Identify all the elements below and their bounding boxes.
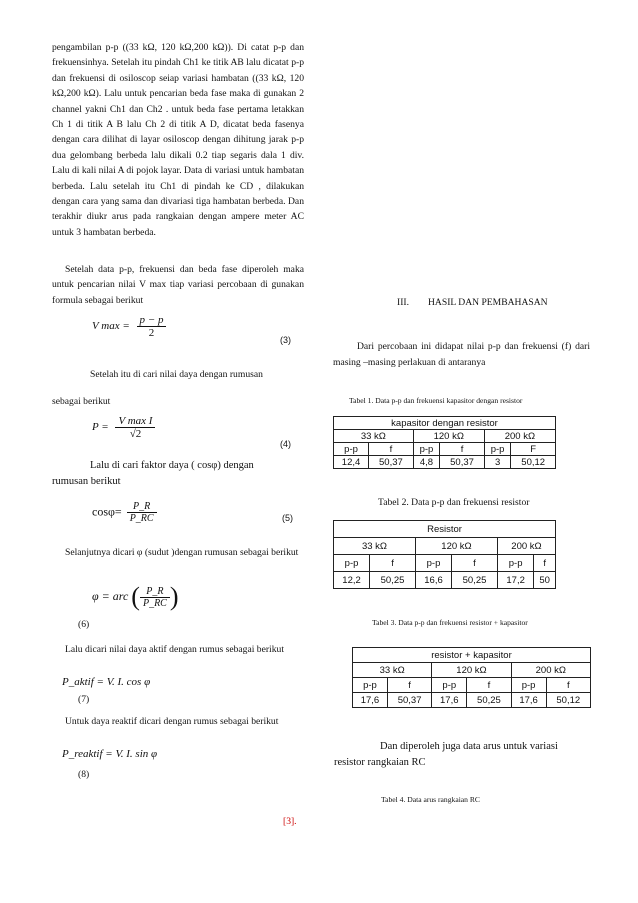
equation-4: [92, 415, 155, 440]
table-title: resistor + kapasitor: [353, 648, 591, 663]
table-col-header: f: [387, 678, 431, 693]
table-col-header: p-p: [511, 678, 546, 693]
equation-6: φ = arc ( $\frac{P\_R}{P\_RC}$ ): [92, 582, 179, 611]
eq4-lhs: P =: [92, 421, 109, 434]
table-group-header: 200 kΩ: [484, 430, 555, 443]
table-col-header: p-p: [415, 555, 451, 572]
table-group-header: 120 kΩ: [415, 538, 497, 555]
faktor-text-1: Lalu di cari faktor daya ( cosφ) dengan: [90, 460, 254, 471]
table-2: [333, 520, 556, 589]
table-cell: 17,6: [432, 693, 467, 708]
eq6-number: (6): [78, 619, 90, 630]
eq8-number: (8): [78, 769, 90, 780]
table-cell: 50,25: [452, 572, 498, 589]
table-cell: 17,6: [511, 693, 546, 708]
eq4-denominator: √2: [129, 428, 142, 440]
eq3-number: (3): [280, 335, 291, 345]
table-col-header: p-p: [353, 678, 388, 693]
eq6-denominator: P_RC: [142, 597, 167, 609]
table-group-header: 200 kΩ: [497, 538, 555, 555]
table-cell: 50,37: [387, 693, 431, 708]
reaktif-text: Untuk daya reaktif dicari dengan rumus sebagai berikut: [65, 716, 279, 727]
equation-5: [92, 501, 157, 524]
eq5-denominator: P_RC: [129, 513, 154, 524]
eq3-denominator: 2: [148, 327, 155, 339]
table-col-header: p-p: [484, 443, 511, 456]
table-col-header: f: [534, 555, 556, 572]
faktor-text-2: rumusan berikut: [52, 476, 121, 487]
arus-text-2: resistor rangkaian RC: [334, 757, 426, 768]
table-1: [333, 416, 556, 469]
sudut-text: Selanjutnya dicari φ (sudut )dengan rumusan sebagai berikut: [65, 547, 299, 558]
equation-3: [92, 314, 166, 339]
table-group-header: 33 kΩ: [353, 663, 432, 678]
table-col-header: f: [369, 443, 414, 456]
equation-8: P_reaktif = V. I. sin φ: [62, 748, 158, 760]
table-title: kapasitor dengan resistor: [334, 417, 556, 430]
eq4-number: (4): [280, 439, 291, 449]
table-cell: 17,2: [497, 572, 533, 589]
table-cell: 12,4: [334, 456, 369, 469]
eq6-numerator: P_R: [140, 586, 170, 598]
table-cell: 50,25: [467, 693, 511, 708]
table-cell: 12,2: [334, 572, 370, 589]
table-cell: 17,6: [353, 693, 388, 708]
table-4-caption: Tabel 4. Data arus rangkaian RC: [381, 795, 480, 804]
table-cell: 50,12: [511, 456, 556, 469]
table-1-caption: Tabel 1. Data p-p dan frekuensi kapasitor dengan resistor: [349, 396, 523, 405]
eq6-lhs: φ = arc: [92, 588, 129, 603]
table-cell: 50,37: [440, 456, 485, 469]
table-col-header: p-p: [432, 678, 467, 693]
table-col-header: f: [546, 678, 590, 693]
table-group-header: 120 kΩ: [432, 663, 511, 678]
table-group-header: 33 kΩ: [334, 538, 416, 555]
aktif-text: Lalu dicari nilai daya aktif dengan rumus sebagai berikut: [65, 644, 284, 655]
eq4-numerator: V max I: [115, 415, 155, 428]
daya-text-1: Setelah itu di cari nilai daya dengan rumusan: [90, 369, 263, 380]
table-cell: 50,25: [370, 572, 416, 589]
table-group-header: 33 kΩ: [334, 430, 414, 443]
table-col-header: p-p: [497, 555, 533, 572]
table-col-header: p-p: [334, 555, 370, 572]
arus-text-1: Dan diperoleh juga data arus untuk variasi: [380, 741, 558, 752]
section-number: III.: [397, 297, 409, 308]
results-intro: Dari percobaan ini didapat nilai p-p dan frekuensi (f) dari masing –masing perlakuan di antaranya: [333, 341, 590, 368]
table-col-header: f: [452, 555, 498, 572]
table-cell: 50,12: [546, 693, 590, 708]
table-col-header: p-p: [334, 443, 369, 456]
eq5-numerator: P_R: [127, 501, 157, 513]
section-title: HASIL DAN PEMBAHASAN: [428, 297, 548, 308]
left-column: [52, 40, 304, 240]
equation-7: P_aktif = V. I. cos φ: [62, 676, 151, 688]
eq5-number: (5): [282, 513, 293, 523]
table-group-header: 120 kΩ: [413, 430, 484, 443]
table-col-header: f: [370, 555, 416, 572]
table-cell: 3: [484, 456, 511, 469]
table-cell: 50: [534, 572, 556, 589]
methods-paragraph: pengambilan p-p ((33 kΩ, 120 kΩ,200 kΩ)). Di catat p-p dan frekuensinhya. Setelah itu pindah Ch1 ke titik AB lalu dicatat p-p dan frekuensi di osiloscop seiap variasi hambatan ((33 kΩ, 120 kΩ,200 kΩ). Lalu untuk pencarian beda fase maka di gunakan 2 channel yakni Ch1 dan Ch2 . untuk beda fase pertama letakkan Ch 1 di titik A B lalu Ch 2 di titik A D, dicatat beda fasenya dengan cara dilihat di layar osiloscop dengan dihitung jarak p-p dua gelombang berbeda lalu dikali 0.2 tiap segaris dala 1 div. Lalu di kali nilai A di pojok layar. Data di variasi untuk hambatan berbeda. Lalu setelah itu Ch1 di pindah ke CD , dilakukan dengan cara yang sama dan divariasi tiga hambatan berbeda. Dan terakhir diukr arus pada rangkaian dengan ampere meter AC untuk 3 hambatan berbeda.: [52, 42, 304, 238]
eq3-lhs: V max =: [92, 320, 130, 333]
eq7-number: (7): [78, 694, 90, 705]
footer-reference: [3].: [283, 816, 297, 827]
table-col-header: f: [440, 443, 485, 456]
eq5-lhs: cosφ=: [92, 504, 122, 519]
vmax-intro-paragraph: Setelah data p-p, frekuensi dan beda fase diperoleh maka untuk pencarian nilai V max tiap variasi percobaan di gunakan formula sebagai berikut: [52, 264, 304, 306]
table-cell: 4,8: [413, 456, 440, 469]
table-col-header: p-p: [413, 443, 440, 456]
table-cell: 50,37: [369, 456, 414, 469]
table-2-caption: Tabel 2. Data p-p dan frekuensi resistor: [378, 497, 530, 508]
table-3: [352, 647, 591, 708]
table-3-caption: Tabel 3. Data p-p dan frekuensi resistor + kapasitor: [372, 618, 528, 627]
table-col-header: f: [467, 678, 511, 693]
table-cell: 16,6: [415, 572, 451, 589]
table-group-header: 200 kΩ: [511, 663, 590, 678]
eq3-numerator: p − p: [137, 314, 167, 327]
daya-text-2: sebagai berikut: [52, 396, 111, 407]
table-title: Resistor: [334, 521, 556, 538]
table-col-header: F: [511, 443, 556, 456]
